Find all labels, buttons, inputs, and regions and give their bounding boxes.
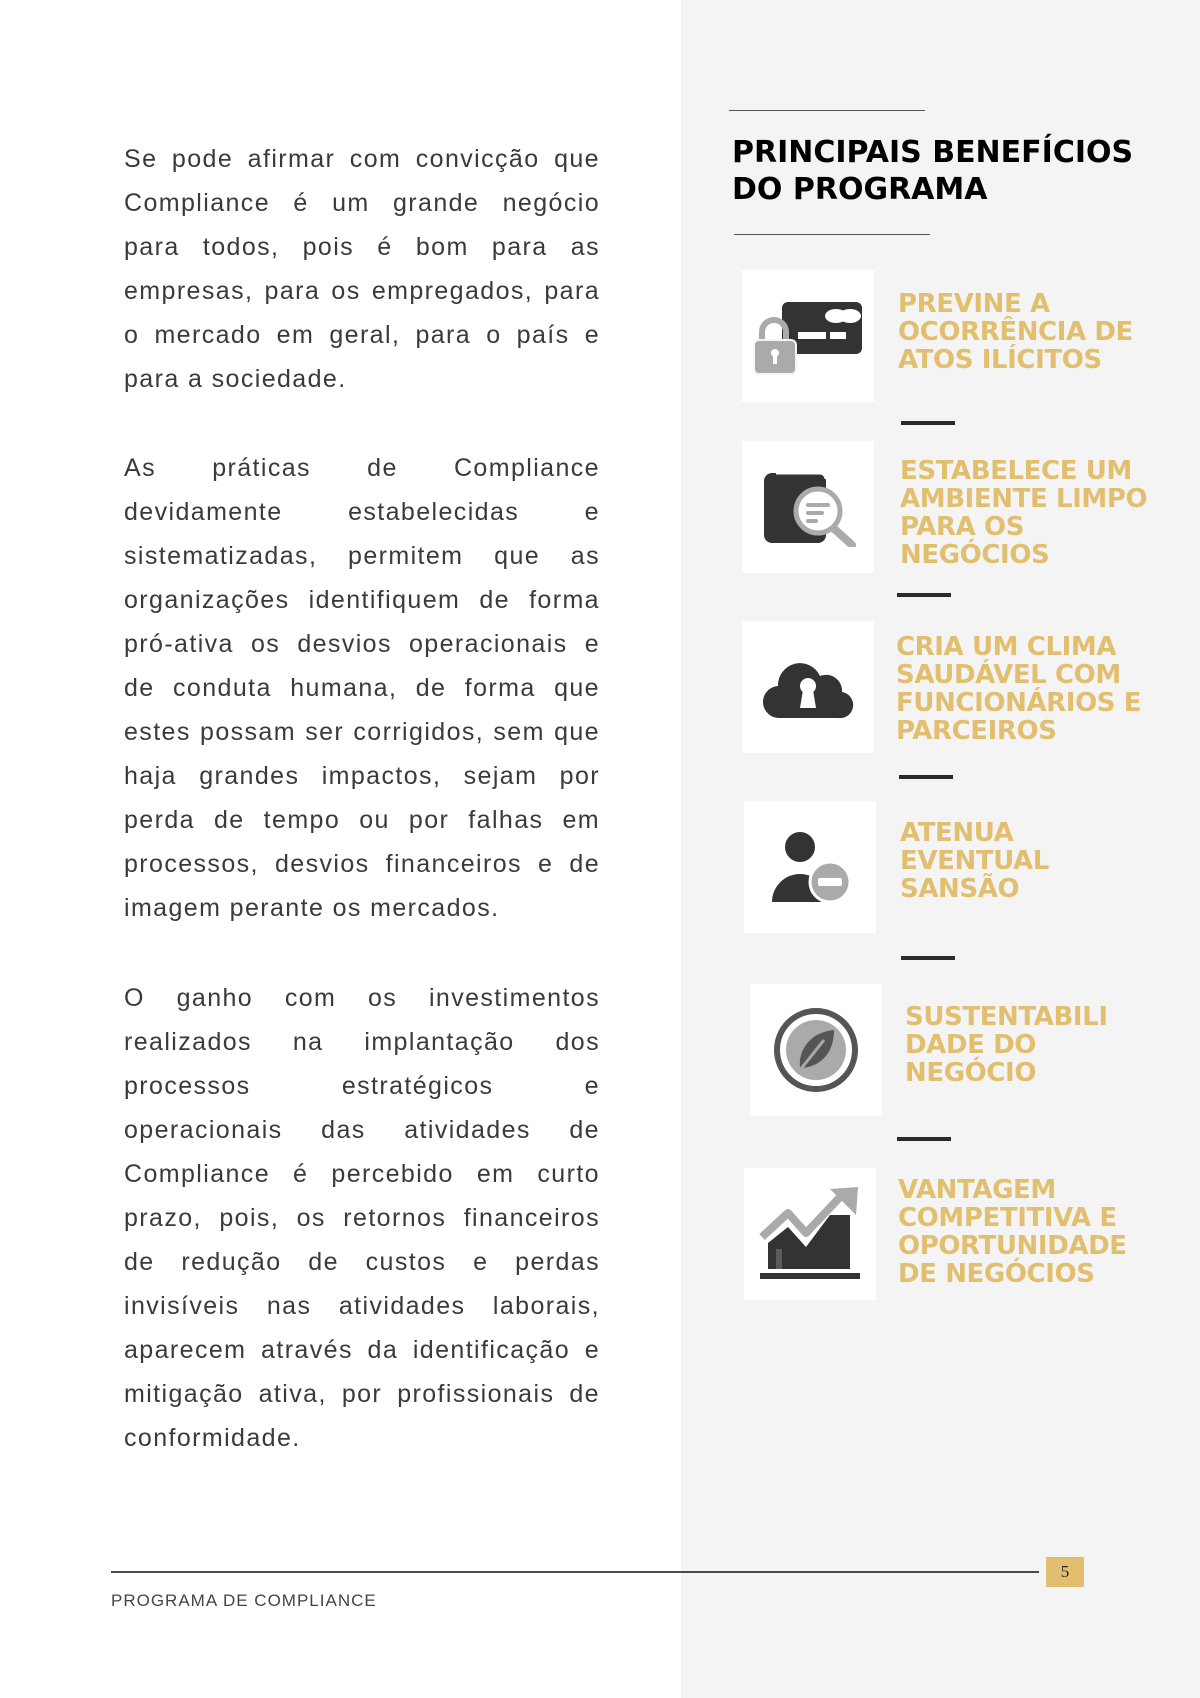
benefit-4-divider (901, 956, 955, 960)
benefit-5-icon-box (750, 984, 882, 1116)
benefit-4-icon-box (744, 801, 876, 933)
body-paragraph-2: As práticas de Compliance devidamente estabelecidas e sistematizadas, permitem que as organizações identifiquem de forma pró-ativa os desvios operacionais e de conduta humana, de forma que estes possam ser corrigidos, sem que haja grandes impactos, sejam por perda de tempo ou por falhas em processos, desvios financeiros e de imagem perante os mercados. (124, 454, 600, 922)
leaf-icon (772, 1006, 860, 1094)
lock-card-icon (752, 296, 864, 376)
sidebar-top-rule (729, 110, 925, 111)
benefit-4-label: ATENUA EVENTUAL SANSÃO (900, 818, 1049, 904)
user-minus-icon (768, 830, 852, 904)
page-number: 5 (1046, 1557, 1084, 1587)
benefit-6-icon-box (744, 1168, 876, 1300)
document-search-icon (760, 467, 856, 547)
body-paragraph-1: Se pode afirmar com convicção que Compliance é um grande negócio para todos, pois é bom para as empresas, para os empregados, para o mercado em geral, para o país e para a sociedade. (124, 145, 600, 393)
benefit-3-label: CRIA UM CLIMA SAUDÁVEL COM FUNCIONÁRIOS E PARCEIROS (896, 632, 1142, 746)
benefit-2-label: ESTABELECE UM AMBIENTE LIMPO PARA OS NEGÓCIOS (900, 456, 1148, 570)
cloud-lock-icon (762, 654, 854, 720)
benefit-2-divider (897, 593, 951, 597)
benefit-2-icon-box (742, 441, 874, 573)
sidebar-title-rule (734, 234, 930, 235)
benefit-1-divider (901, 421, 955, 425)
benefit-3-divider (899, 775, 953, 779)
sidebar-title: PRINCIPAIS BENEFÍCIOS DO PROGRAMA (732, 135, 1134, 207)
benefit-1-icon-box (742, 270, 874, 402)
growth-chart-icon (758, 1185, 862, 1283)
benefit-5-divider (897, 1137, 951, 1141)
body-paragraph-3: O ganho com os investimentos realizados na implantação dos processos estratégicos e operacionais das atividades de Compliance é percebido em curto prazo, pois, os retornos financeiros de redução de custos e perdas invisíveis nas atividades laborais, aparecem através da identificação e mitigação ativa, por profissionais de conformidade. (124, 984, 600, 1452)
footer-title: PROGRAMA DE COMPLIANCE (111, 1591, 377, 1610)
benefit-1-label: PREVINE A OCORRÊNCIA DE ATOS ILÍCITOS (898, 289, 1133, 375)
footer-rule (111, 1571, 1039, 1573)
benefit-5-label: SUSTENTABILI DADE DO NEGÓCIO (905, 1002, 1108, 1088)
benefit-3-icon-box (742, 621, 874, 753)
benefit-6-label: VANTAGEM COMPETITIVA E OPORTUNIDADE DE NEGÓCIOS (898, 1175, 1127, 1289)
